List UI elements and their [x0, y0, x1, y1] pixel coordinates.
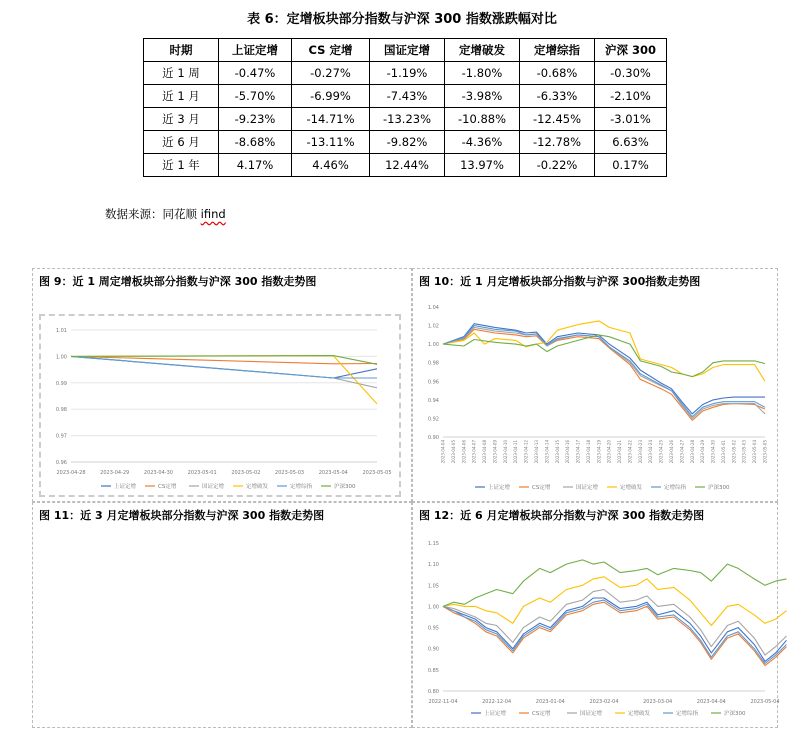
chart9-frame	[39, 314, 401, 497]
chart10-xtick-label: 2023-04-07	[471, 440, 477, 464]
table-cell: 13.97%	[445, 154, 520, 177]
header-cell: 定增破发	[445, 39, 520, 62]
chart12-ytick-label: 1.00	[427, 604, 439, 611]
table-cell: -0.27%	[292, 62, 370, 85]
header-cell: 国证定增	[370, 39, 445, 62]
chart9-xtick-label: 2023-05-02	[231, 470, 261, 476]
chart10-xtick-label: 2023-04-11	[513, 440, 519, 464]
chart9-xtick-label: 2023-05-03	[275, 470, 305, 476]
chart9-svg	[41, 316, 399, 495]
chart12-series-line	[443, 560, 787, 607]
chart12-xtick-label: 2022-11-04	[428, 699, 458, 705]
chart12-ytick-label: 0.80	[427, 689, 439, 695]
chart10-xtick-label: 2023-04-14	[544, 440, 550, 464]
chart10-xtick-label: 2023-04-18	[585, 440, 591, 464]
chart12-ytick-label: 1.05	[427, 583, 439, 590]
chart10-legend-label: CS定增	[532, 485, 551, 491]
chart-panel-9	[32, 268, 412, 502]
header-cell: 上证定增	[219, 39, 292, 62]
table-cell: 4.17%	[219, 154, 292, 177]
chart-panel-10	[412, 268, 778, 502]
chart10-xtick-label: 2023-04-23	[637, 440, 643, 464]
table-row	[144, 131, 667, 154]
chart12-series-line	[443, 590, 787, 656]
chart12-ytick-label: 1.15	[427, 541, 439, 547]
table-cell: 近 1 月	[144, 85, 219, 108]
chart9-legend-label: 定增破发	[246, 484, 269, 490]
chart10-xtick-label: 2023-04-04	[440, 440, 446, 464]
chart12-ytick-label: 0.85	[427, 667, 439, 674]
table-row	[144, 85, 667, 108]
chart10-xtick-label: 2023-05-04	[752, 440, 758, 464]
chart9-ytick-label: 0.99	[55, 380, 67, 387]
table-cell: -1.80%	[445, 62, 520, 85]
chart10-ytick-label: 0.94	[427, 397, 439, 404]
table-cell: -0.47%	[219, 62, 292, 85]
chart10-ytick-label: 1.02	[427, 323, 439, 330]
chart12-legend-label: CS定增	[532, 711, 551, 717]
chart10-xtick-label: 2023-05-02	[731, 440, 737, 464]
chart12-svg	[415, 531, 780, 727]
chart10-ytick-label: 1.04	[427, 305, 439, 311]
table-cell: -2.10%	[595, 85, 667, 108]
chart10-xtick-label: 2023-04-10	[502, 440, 508, 464]
chart9-ytick-label: 1.00	[55, 354, 67, 361]
header-cell: CS 定增	[292, 39, 370, 62]
chart10-ytick-label: 0.98	[427, 360, 439, 367]
table-cell: -0.68%	[520, 62, 595, 85]
performance-table	[143, 38, 667, 177]
chart10-xtick-label: 2023-04-15	[554, 440, 560, 464]
header-cell: 沪深 300	[595, 39, 667, 62]
table-row	[144, 108, 667, 131]
table-cell: -5.70%	[219, 85, 292, 108]
chart9-ytick-label: 0.97	[55, 433, 67, 440]
table-cell: 近 3 月	[144, 108, 219, 131]
chart10-xtick-label: 2023-04-24	[648, 440, 654, 464]
chart12-xtick-label: 2023-03-04	[643, 699, 673, 705]
table-cell: 近 1 年	[144, 154, 219, 177]
chart12-xtick-label: 2023-05-04	[750, 699, 780, 705]
chart12-xtick-label: 2023-01-04	[535, 699, 565, 705]
chart10-xtick-label: 2023-04-22	[627, 440, 633, 464]
chart12-series-line	[443, 602, 787, 665]
chart10-xtick-label: 2023-04-09	[492, 440, 498, 464]
chart9-xtick-label: 2023-04-28	[56, 470, 86, 476]
table-cell: -3.98%	[445, 85, 520, 108]
chart10-xtick-label: 2023-04-19	[596, 440, 602, 464]
chart12-legend-label: 上证定增	[484, 711, 507, 717]
table-cell: -13.23%	[370, 108, 445, 131]
chart10-xtick-label: 2023-04-13	[533, 440, 539, 464]
chart10-ytick-label: 0.90	[427, 435, 439, 441]
chart10-legend-label: 定增破发	[620, 485, 643, 491]
chart10-series-line	[443, 329, 765, 420]
table-cell: 0.17%	[595, 154, 667, 177]
chart10-xtick-label: 2023-04-21	[617, 440, 623, 464]
table-cell: 近 6 月	[144, 131, 219, 154]
table-cell: -8.68%	[219, 131, 292, 154]
table-cell: -9.82%	[370, 131, 445, 154]
chart9-xtick-label: 2023-05-01	[187, 470, 217, 476]
table-row	[144, 154, 667, 177]
chart10-ytick-label: 0.96	[427, 379, 439, 386]
chart10-ytick-label: 0.92	[427, 416, 439, 423]
chart9-legend-label: 沪深300	[334, 484, 356, 490]
chart12-legend-label: 定增综指	[676, 711, 699, 717]
chart9-legend-label: 定增综指	[290, 484, 313, 490]
chart12-ytick-label: 0.90	[427, 646, 439, 653]
chart10-xtick-label: 2023-04-20	[606, 440, 612, 464]
chart10-xtick-label: 2023-04-06	[461, 440, 467, 464]
chart9-ytick-label: 0.98	[55, 407, 67, 414]
chart9-legend-label: 上证定增	[114, 484, 137, 490]
table-cell: -3.01%	[595, 108, 667, 131]
table-cell: -13.11%	[292, 131, 370, 154]
panel-title-10: 图 10：近 1 月定增板块部分指数与沪深 300指数走势图	[419, 275, 701, 288]
chart10-legend-label: 上证定增	[488, 485, 511, 491]
chart12-legend-label: 定增破发	[628, 711, 651, 717]
chart9-legend-label: CS定增	[158, 484, 177, 490]
chart-panel-12	[412, 502, 778, 728]
table-cell: 4.46%	[292, 154, 370, 177]
chart10-xtick-label: 2023-04-30	[710, 440, 716, 464]
header-cell: 定增综指	[520, 39, 595, 62]
source-ifind: ifind	[200, 207, 226, 221]
table-cell: -0.30%	[595, 62, 667, 85]
chart12-ytick-label: 0.95	[427, 625, 439, 632]
chart10-legend-label: 沪深300	[708, 485, 730, 491]
source-prefix: 数据来源：同花顺	[105, 207, 201, 221]
panel-title-9: 图 9：近 1 周定增板块部分指数与沪深 300 指数走势图	[39, 275, 317, 288]
chart10-xtick-label: 2023-04-16	[565, 440, 571, 464]
chart9-series-line	[71, 356, 377, 378]
chart10-xtick-label: 2023-05-05	[762, 440, 768, 464]
chart9-xtick-label: 2023-04-30	[143, 470, 173, 476]
header-cell: 时期	[144, 39, 219, 62]
table-cell: -6.33%	[520, 85, 595, 108]
chart10-legend-label: 定增综指	[664, 485, 687, 491]
table-cell: -1.19%	[370, 62, 445, 85]
chart12-legend-label: 沪深300	[724, 711, 746, 717]
chart9-legend-label: 国证定增	[202, 484, 225, 490]
chart9-xtick-label: 2023-04-29	[100, 470, 130, 476]
table-row	[144, 62, 667, 85]
chart10-xtick-label: 2023-04-05	[450, 440, 456, 464]
chart10-xtick-label: 2023-04-26	[669, 440, 675, 464]
chart10-series-line	[443, 324, 765, 414]
chart12-series-line	[443, 577, 787, 626]
chart10-xtick-label: 2023-04-27	[679, 440, 685, 464]
chart10-xtick-label: 2023-04-25	[658, 440, 664, 464]
chart9-ytick-label: 1.01	[55, 328, 67, 334]
chart10-xtick-label: 2023-05-01	[720, 440, 726, 464]
panel-title-11: 图 11：近 3 月定增板块部分指数与沪深 300 指数走势图	[39, 509, 325, 522]
chart12-xtick-label: 2023-04-04	[696, 699, 726, 705]
table-cell: 近 1 周	[144, 62, 219, 85]
chart12-xtick-label: 2022-12-04	[482, 699, 512, 705]
chart9-xtick-label: 2023-05-05	[362, 470, 392, 476]
table-cell: -7.43%	[370, 85, 445, 108]
chart-panel-11	[32, 502, 412, 728]
table-cell: -12.78%	[520, 131, 595, 154]
chart10-xtick-label: 2023-04-28	[689, 440, 695, 464]
table-cell: 12.44%	[370, 154, 445, 177]
chart10-xtick-label: 2023-04-17	[575, 440, 581, 464]
table-cell: -0.22%	[520, 154, 595, 177]
chart9-series-line	[71, 356, 377, 404]
chart10-xtick-label: 2023-05-03	[741, 440, 747, 464]
table-header-row	[144, 39, 667, 62]
chart10-xtick-label: 2023-04-08	[482, 440, 488, 464]
chart9-ytick-label: 0.96	[55, 460, 67, 466]
table-cell: -4.36%	[445, 131, 520, 154]
chart10-svg	[415, 297, 775, 497]
data-source-note	[105, 206, 226, 222]
chart10-xtick-label: 2023-04-12	[523, 440, 529, 464]
panel-title-12: 图 12：近 6 月定增板块部分指数与沪深 300 指数走势图	[419, 509, 705, 522]
table-title: 表 6：定增板块部分指数与沪深 300 指数涨跌幅对比	[247, 12, 557, 27]
chart12-ytick-label: 1.10	[427, 562, 439, 569]
chart12-xtick-label: 2023-02-04	[589, 699, 619, 705]
chart10-legend-label: 国证定增	[576, 485, 599, 491]
table-cell: -14.71%	[292, 108, 370, 131]
table-cell: -10.88%	[445, 108, 520, 131]
chart10-ytick-label: 1.00	[427, 342, 439, 349]
chart9-xtick-label: 2023-05-04	[318, 470, 348, 476]
table-cell: 6.63%	[595, 131, 667, 154]
table-cell: -6.99%	[292, 85, 370, 108]
table-cell: -9.23%	[219, 108, 292, 131]
chart10-xtick-label: 2023-04-29	[700, 440, 706, 464]
table-cell: -12.45%	[520, 108, 595, 131]
chart12-legend-label: 国证定增	[580, 711, 603, 717]
